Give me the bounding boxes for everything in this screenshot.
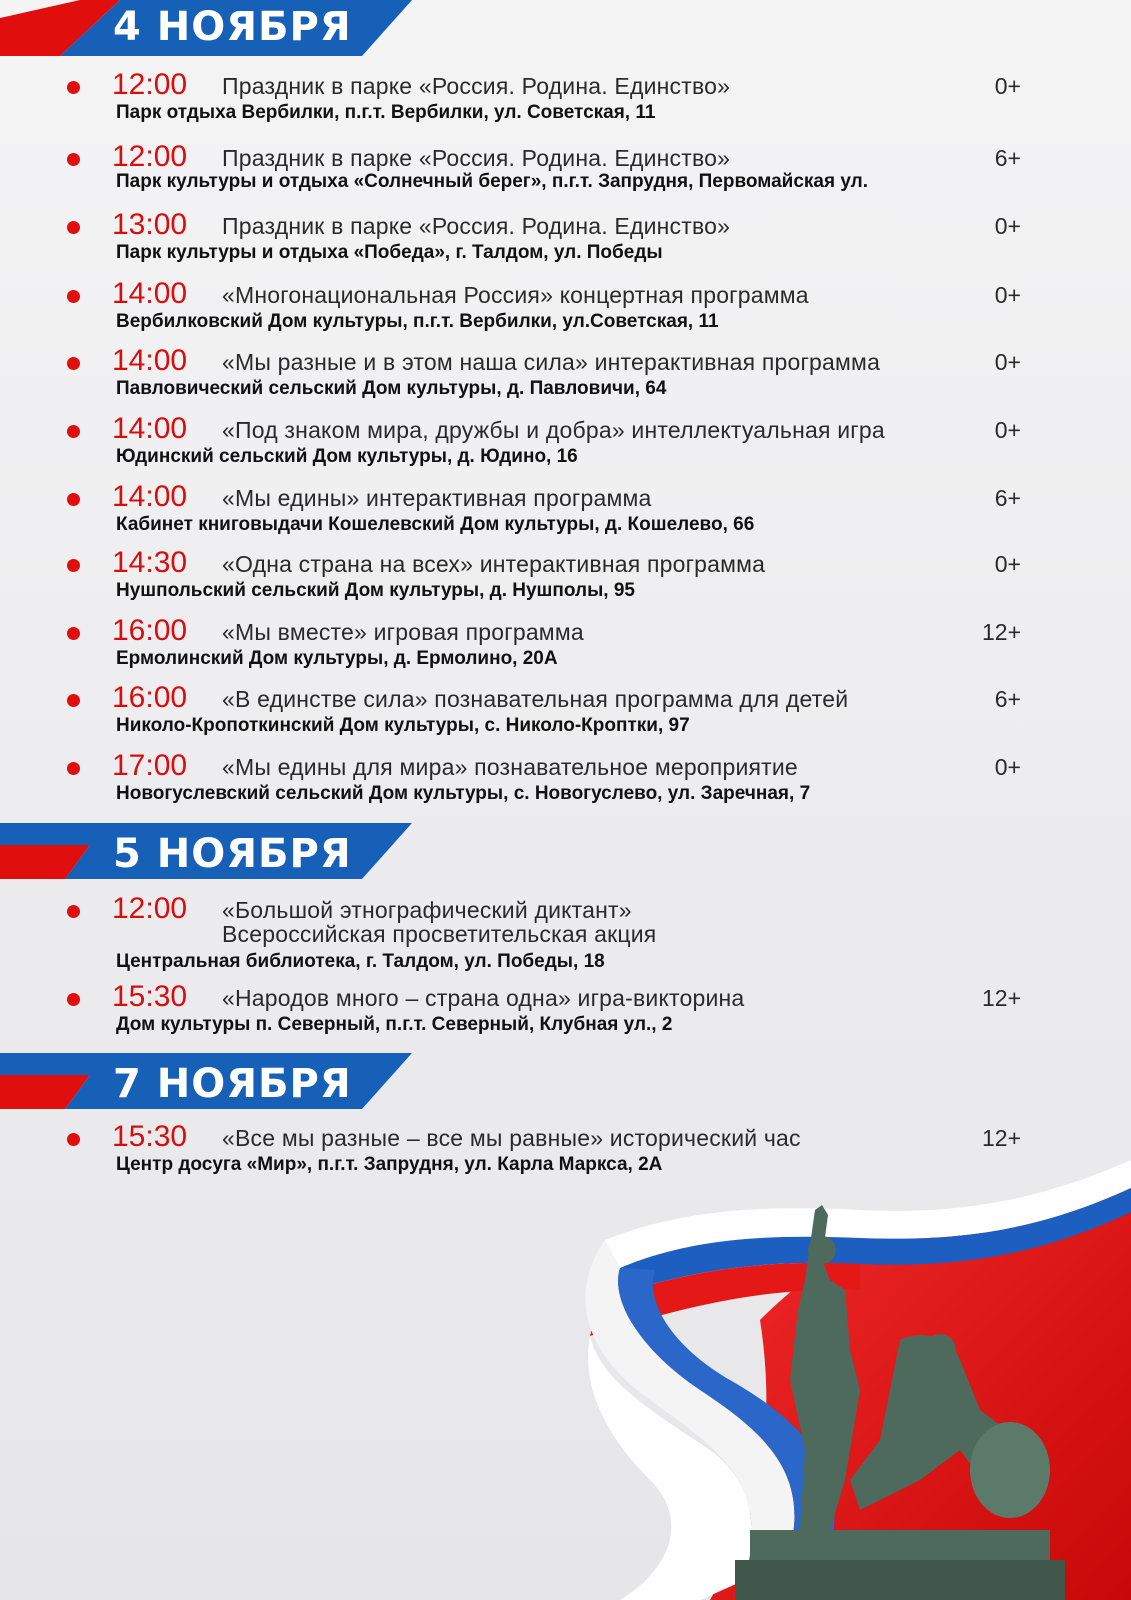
flag-ribbon-monument-icon	[560, 1150, 1131, 1600]
event-venue: Парк культуры и отдыха «Солнечный берег», п.г.т. Запрудня, Первомайская ул.	[116, 171, 868, 192]
event-name: «Одна страна на всех» интерактивная программа	[222, 551, 766, 577]
event-name: «Многонациональная Россия» концертная программа	[222, 282, 809, 308]
bullet-dot-icon	[67, 762, 80, 775]
event-venue: Николо-Кропоткинский Дом культуры, с. Николо-Кроптки, 97	[116, 715, 690, 736]
flag-ribbon-illustration	[560, 1150, 1131, 1600]
event-age-rating: 0+	[994, 551, 1021, 577]
bullet-dot-icon	[67, 357, 80, 370]
event-venue: Вербилковский Дом культуры, п.г.т. Вербилки, ул.Советская, 11	[116, 311, 719, 332]
day-banner-nov-4	[0, 0, 430, 56]
event-venue: Новогуслевский сельский Дом культуры, с. Новогуслево, ул. Заречная, 7	[116, 783, 811, 804]
event-venue: Центр досуга «Мир», п.г.т. Запрудня, ул. Карла Маркса, 2А	[116, 1154, 663, 1175]
event-time: 14:00	[112, 412, 188, 445]
event-name: «Все мы разные – все мы равные» исторический час	[222, 1125, 801, 1151]
bullet-dot-icon	[67, 81, 80, 94]
bullet-dot-icon	[67, 1133, 80, 1146]
event-time: 12:00	[112, 892, 188, 925]
event-time: 14:00	[112, 480, 188, 513]
bullet-dot-icon	[67, 905, 80, 918]
event-age-rating: 0+	[994, 282, 1021, 308]
event-time: 16:00	[112, 681, 188, 714]
event-time: 12:00	[112, 68, 188, 101]
bullet-dot-icon	[67, 559, 80, 572]
event-venue: Дом культуры п. Северный, п.г.т. Северный, Клубная ул., 2	[116, 1014, 673, 1035]
event-age-rating: 0+	[994, 213, 1021, 239]
event-venue: Нушпольский сельский Дом культуры, д. Нушполы, 95	[116, 580, 635, 601]
event-time: 15:30	[112, 980, 188, 1013]
event-venue: Кабинет книговыдачи Кошелевский Дом культуры, д. Кошелево, 66	[116, 514, 755, 535]
event-venue: Ермолинский Дом культуры, д. Ермолино, 20А	[116, 648, 558, 669]
event-age-rating: 0+	[994, 417, 1021, 443]
event-venue: Парк отдыха Вербилки, п.г.т. Вербилки, ул. Советская, 11	[116, 102, 656, 123]
event-name: «В единстве сила» познавательная программа для детей	[222, 686, 849, 712]
bullet-dot-icon	[67, 290, 80, 303]
event-name: Праздник в парке «Россия. Родина. Единство»	[222, 73, 731, 99]
event-venue: Юдинский сельский Дом культуры, д. Юдино, 16	[116, 446, 578, 467]
event-name: «Мы едины для мира» познавательное мероприятие	[222, 754, 798, 780]
event-time: 13:00	[112, 208, 188, 241]
event-time: 14:00	[112, 344, 188, 377]
event-age-rating: 12+	[981, 619, 1021, 645]
event-name: «Мы вместе» игровая программа	[222, 619, 584, 645]
event-time: 14:00	[112, 277, 188, 310]
event-time: 14:30	[112, 546, 188, 579]
event-name: Праздник в парке «Россия. Родина. Единство»	[222, 145, 731, 171]
day-title: 4 НОЯБРЯ	[113, 4, 352, 50]
day-banner-nov-5	[0, 823, 430, 879]
event-age-rating: 6+	[994, 485, 1021, 511]
event-name: «Под знаком мира, дружбы и добра» интеллектуальная игра	[222, 417, 885, 443]
bullet-dot-icon	[67, 627, 80, 640]
event-venue: Парк культуры и отдыха «Победа», г. Талдом, ул. Победы	[116, 242, 663, 263]
event-age-rating: 0+	[994, 754, 1021, 780]
event-time: 16:00	[112, 614, 188, 647]
event-age-rating: 6+	[994, 145, 1021, 171]
bullet-dot-icon	[67, 221, 80, 234]
event-venue: Павловический сельский Дом культуры, д. Павловичи, 64	[116, 378, 667, 399]
event-name: «Мы разные и в этом наша сила» интерактивная программа	[222, 349, 881, 375]
day-banner-nov-7	[0, 1053, 430, 1109]
bullet-dot-icon	[67, 993, 80, 1006]
event-name: Праздник в парке «Россия. Родина. Единство»	[222, 213, 731, 239]
event-age-rating: 6+	[994, 686, 1021, 712]
event-time: 12:00	[112, 140, 188, 173]
event-age-rating: 0+	[994, 73, 1021, 99]
bullet-dot-icon	[67, 425, 80, 438]
day-title: 7 НОЯБРЯ	[113, 1061, 352, 1107]
event-age-rating: 12+	[981, 985, 1021, 1011]
event-name: «Народов много – страна одна» игра-викторина	[222, 985, 745, 1011]
bullet-dot-icon	[67, 493, 80, 506]
event-time: 17:00	[112, 749, 188, 782]
event-name: «Мы едины» интерактивная программа	[222, 485, 652, 511]
event-time: 15:30	[112, 1120, 188, 1153]
event-venue: Центральная библиотека, г. Талдом, ул. Победы, 18	[116, 951, 605, 972]
event-age-rating: 12+	[981, 1125, 1021, 1151]
event-age-rating: 0+	[994, 349, 1021, 375]
bullet-dot-icon	[67, 694, 80, 707]
day-title: 5 НОЯБРЯ	[113, 831, 352, 877]
event-name-subtitle: Всероссийская просветительская акция	[222, 921, 657, 947]
event-name: «Большой этнографический диктант»	[222, 897, 632, 923]
bullet-dot-icon	[67, 153, 80, 166]
